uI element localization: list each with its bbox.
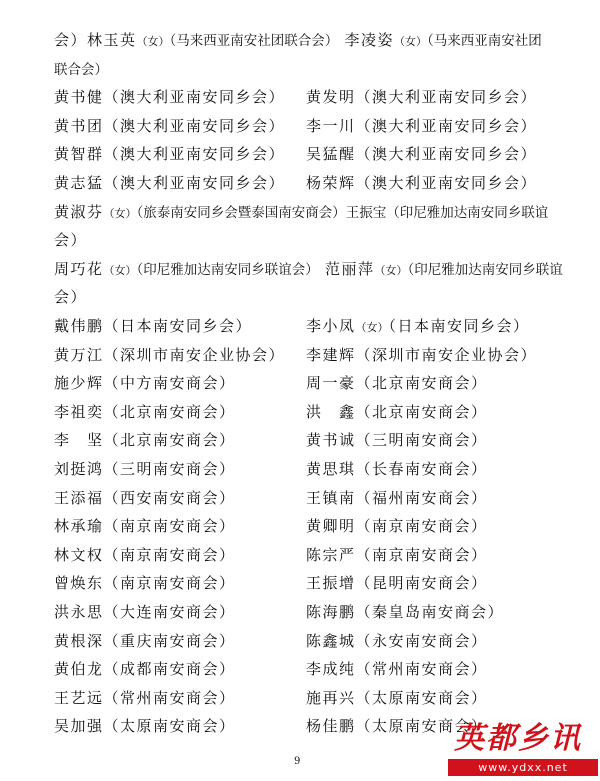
list-line bbox=[54, 515, 236, 537]
list-entry-text: 林文权（南京南安商会） bbox=[54, 546, 236, 564]
list-line-right bbox=[306, 487, 488, 509]
list-line bbox=[54, 715, 236, 737]
list-entry-text: （马来西亚南安社团联合会） bbox=[169, 33, 339, 49]
list-line-right bbox=[306, 572, 488, 594]
list-line bbox=[54, 143, 285, 165]
list-line bbox=[54, 86, 285, 108]
list-entry-text: 李祖奕（北京南安商会） bbox=[54, 403, 236, 421]
list-line-right bbox=[306, 143, 537, 165]
list-line bbox=[54, 172, 285, 194]
list-line-right bbox=[306, 429, 488, 451]
list-line bbox=[54, 372, 236, 394]
list-line bbox=[54, 544, 236, 566]
list-line-right bbox=[306, 86, 537, 108]
list-entry-text: 林承瑜（南京南安商会） bbox=[54, 517, 236, 535]
list-entry-text: 周巧花 bbox=[54, 260, 104, 278]
list-entry-text: （印尼雅加达南安同乡联谊 bbox=[407, 262, 563, 278]
list-line bbox=[54, 601, 236, 623]
list-entry-text: （印尼雅加达南安同乡联谊会） bbox=[136, 262, 319, 278]
list-entry-text: 李成纯（常州南安商会） bbox=[306, 660, 488, 678]
list-entry-text: 黄淑芬 bbox=[54, 203, 104, 221]
list-line-right bbox=[306, 630, 488, 652]
list-line bbox=[54, 458, 236, 480]
list-entry-text: （日本南安同乡会） bbox=[388, 317, 530, 335]
list-entry-text: 黄万江（深圳市南安企业协会） bbox=[54, 346, 286, 364]
list-line-right bbox=[306, 344, 537, 366]
list-entry-text: 吴猛醒（澳大利亚南安同乡会） bbox=[306, 145, 538, 163]
list-entry-text: 范丽萍 bbox=[318, 260, 375, 278]
watermark-logo bbox=[448, 722, 598, 780]
list-line bbox=[54, 229, 87, 251]
list-entry-text: 王添福（西安南安商会） bbox=[54, 489, 236, 507]
list-entry-text: 黄志猛（澳大利亚南安同乡会） bbox=[54, 174, 286, 192]
list-entry-text: 会）林玉英 bbox=[54, 31, 137, 49]
list-entry-text: （女） bbox=[374, 264, 408, 277]
list-line-right bbox=[306, 658, 488, 680]
list-line bbox=[54, 29, 542, 53]
list-entry-text: 会） bbox=[54, 231, 88, 249]
list-entry-text: 黄智群（澳大利亚南安同乡会） bbox=[54, 145, 286, 163]
list-entry-text: 曾焕东（南京南安商会） bbox=[54, 574, 236, 592]
list-entry-text: 施少辉（中方南安商会） bbox=[54, 374, 236, 392]
list-line bbox=[54, 687, 236, 709]
list-line-right bbox=[306, 515, 488, 537]
list-line bbox=[54, 344, 285, 366]
list-entry-text: （女） bbox=[103, 207, 137, 220]
list-line bbox=[54, 315, 252, 337]
list-line bbox=[54, 286, 87, 308]
list-entry-text: （女） bbox=[394, 35, 428, 48]
list-line-right bbox=[306, 315, 530, 339]
list-entry-text: 黄书诚（三明南安商会） bbox=[306, 431, 488, 449]
list-line bbox=[54, 572, 236, 594]
list-entry-text: 黄书团（澳大利亚南安同乡会） bbox=[54, 117, 286, 135]
list-entry-text: 黄思琪（长春南安商会） bbox=[306, 460, 488, 478]
list-entry-text: （旅泰南安同乡会暨泰国南安商会）王振宝（印尼雅加达南安同乡联谊 bbox=[136, 205, 549, 221]
list-entry-text: 杨佳鹏（太原南安商会） bbox=[306, 717, 488, 735]
list-line-right bbox=[306, 687, 488, 709]
list-line-right bbox=[306, 172, 537, 194]
list-line bbox=[54, 429, 236, 451]
list-line-right bbox=[306, 115, 537, 137]
list-entry-text: 王镇南（福州南安商会） bbox=[306, 489, 488, 507]
list-entry-text: 杨荣辉（澳大利亚南安同乡会） bbox=[306, 174, 538, 192]
list-entry-text: 施再兴（太原南安商会） bbox=[306, 689, 488, 707]
list-entry-text: 陈海鹏（秦皇岛南安商会） bbox=[306, 603, 505, 621]
list-entry-text: 李凌姿 bbox=[338, 31, 395, 49]
list-entry-text: 黄根深（重庆南安商会） bbox=[54, 632, 236, 650]
list-entry-text: 黄卿明（南京南安商会） bbox=[306, 517, 488, 535]
list-entry-text: （女） bbox=[136, 35, 170, 48]
list-line bbox=[54, 487, 236, 509]
list-entry-text: （女） bbox=[355, 321, 389, 334]
list-line-right bbox=[306, 458, 488, 480]
page-number: 9 bbox=[294, 756, 301, 767]
list-line-right bbox=[306, 601, 504, 623]
list-entry-text: 陈鑫城（永安南安商会） bbox=[306, 632, 488, 650]
list-line bbox=[54, 401, 236, 423]
list-entry-text: 李一川（澳大利亚南安同乡会） bbox=[306, 117, 538, 135]
list-entry-text: 李建辉（深圳市南安企业协会） bbox=[306, 346, 538, 364]
list-entry-text: 王艺远（常州南安商会） bbox=[54, 689, 236, 707]
list-entry-text: 联合会） bbox=[54, 62, 108, 78]
list-entry-text: 周一豪（北京南安商会） bbox=[306, 374, 488, 392]
list-line bbox=[54, 258, 563, 282]
list-line bbox=[54, 201, 548, 225]
list-entry-text: 李小凤 bbox=[306, 317, 356, 335]
list-entry-text: 吴加强（太原南安商会） bbox=[54, 717, 236, 735]
list-line bbox=[54, 115, 285, 137]
list-entry-text: 李 坚（北京南安商会） bbox=[54, 431, 236, 449]
watermark-url: www.ydxx.net bbox=[448, 759, 598, 776]
list-entry-text: 刘挺鸿（三明南安商会） bbox=[54, 460, 236, 478]
list-entry-text: 洪永思（大连南安商会） bbox=[54, 603, 236, 621]
list-line bbox=[54, 630, 236, 652]
watermark-title: 英都乡讯 bbox=[454, 721, 582, 756]
list-line-right bbox=[306, 544, 488, 566]
list-line-right bbox=[306, 401, 488, 423]
list-entry-text: （马来西亚南安社团 bbox=[427, 33, 542, 49]
list-entry-text: 黄伯龙（成都南安商会） bbox=[54, 660, 236, 678]
list-entry-text: 会） bbox=[54, 288, 88, 306]
list-entry-text: 王振增（昆明南安商会） bbox=[306, 574, 488, 592]
list-line bbox=[54, 58, 108, 81]
list-line-right bbox=[306, 372, 488, 394]
list-entry-text: 黄书健（澳大利亚南安同乡会） bbox=[54, 88, 286, 106]
list-entry-text: 陈宗严（南京南安商会） bbox=[306, 546, 488, 564]
list-entry-text: 黄发明（澳大利亚南安同乡会） bbox=[306, 88, 538, 106]
list-entry-text: （女） bbox=[103, 264, 137, 277]
list-line bbox=[54, 658, 236, 680]
list-entry-text: 戴伟鹏（日本南安同乡会） bbox=[54, 317, 253, 335]
list-entry-text: 洪 鑫（北京南安商会） bbox=[306, 403, 488, 421]
